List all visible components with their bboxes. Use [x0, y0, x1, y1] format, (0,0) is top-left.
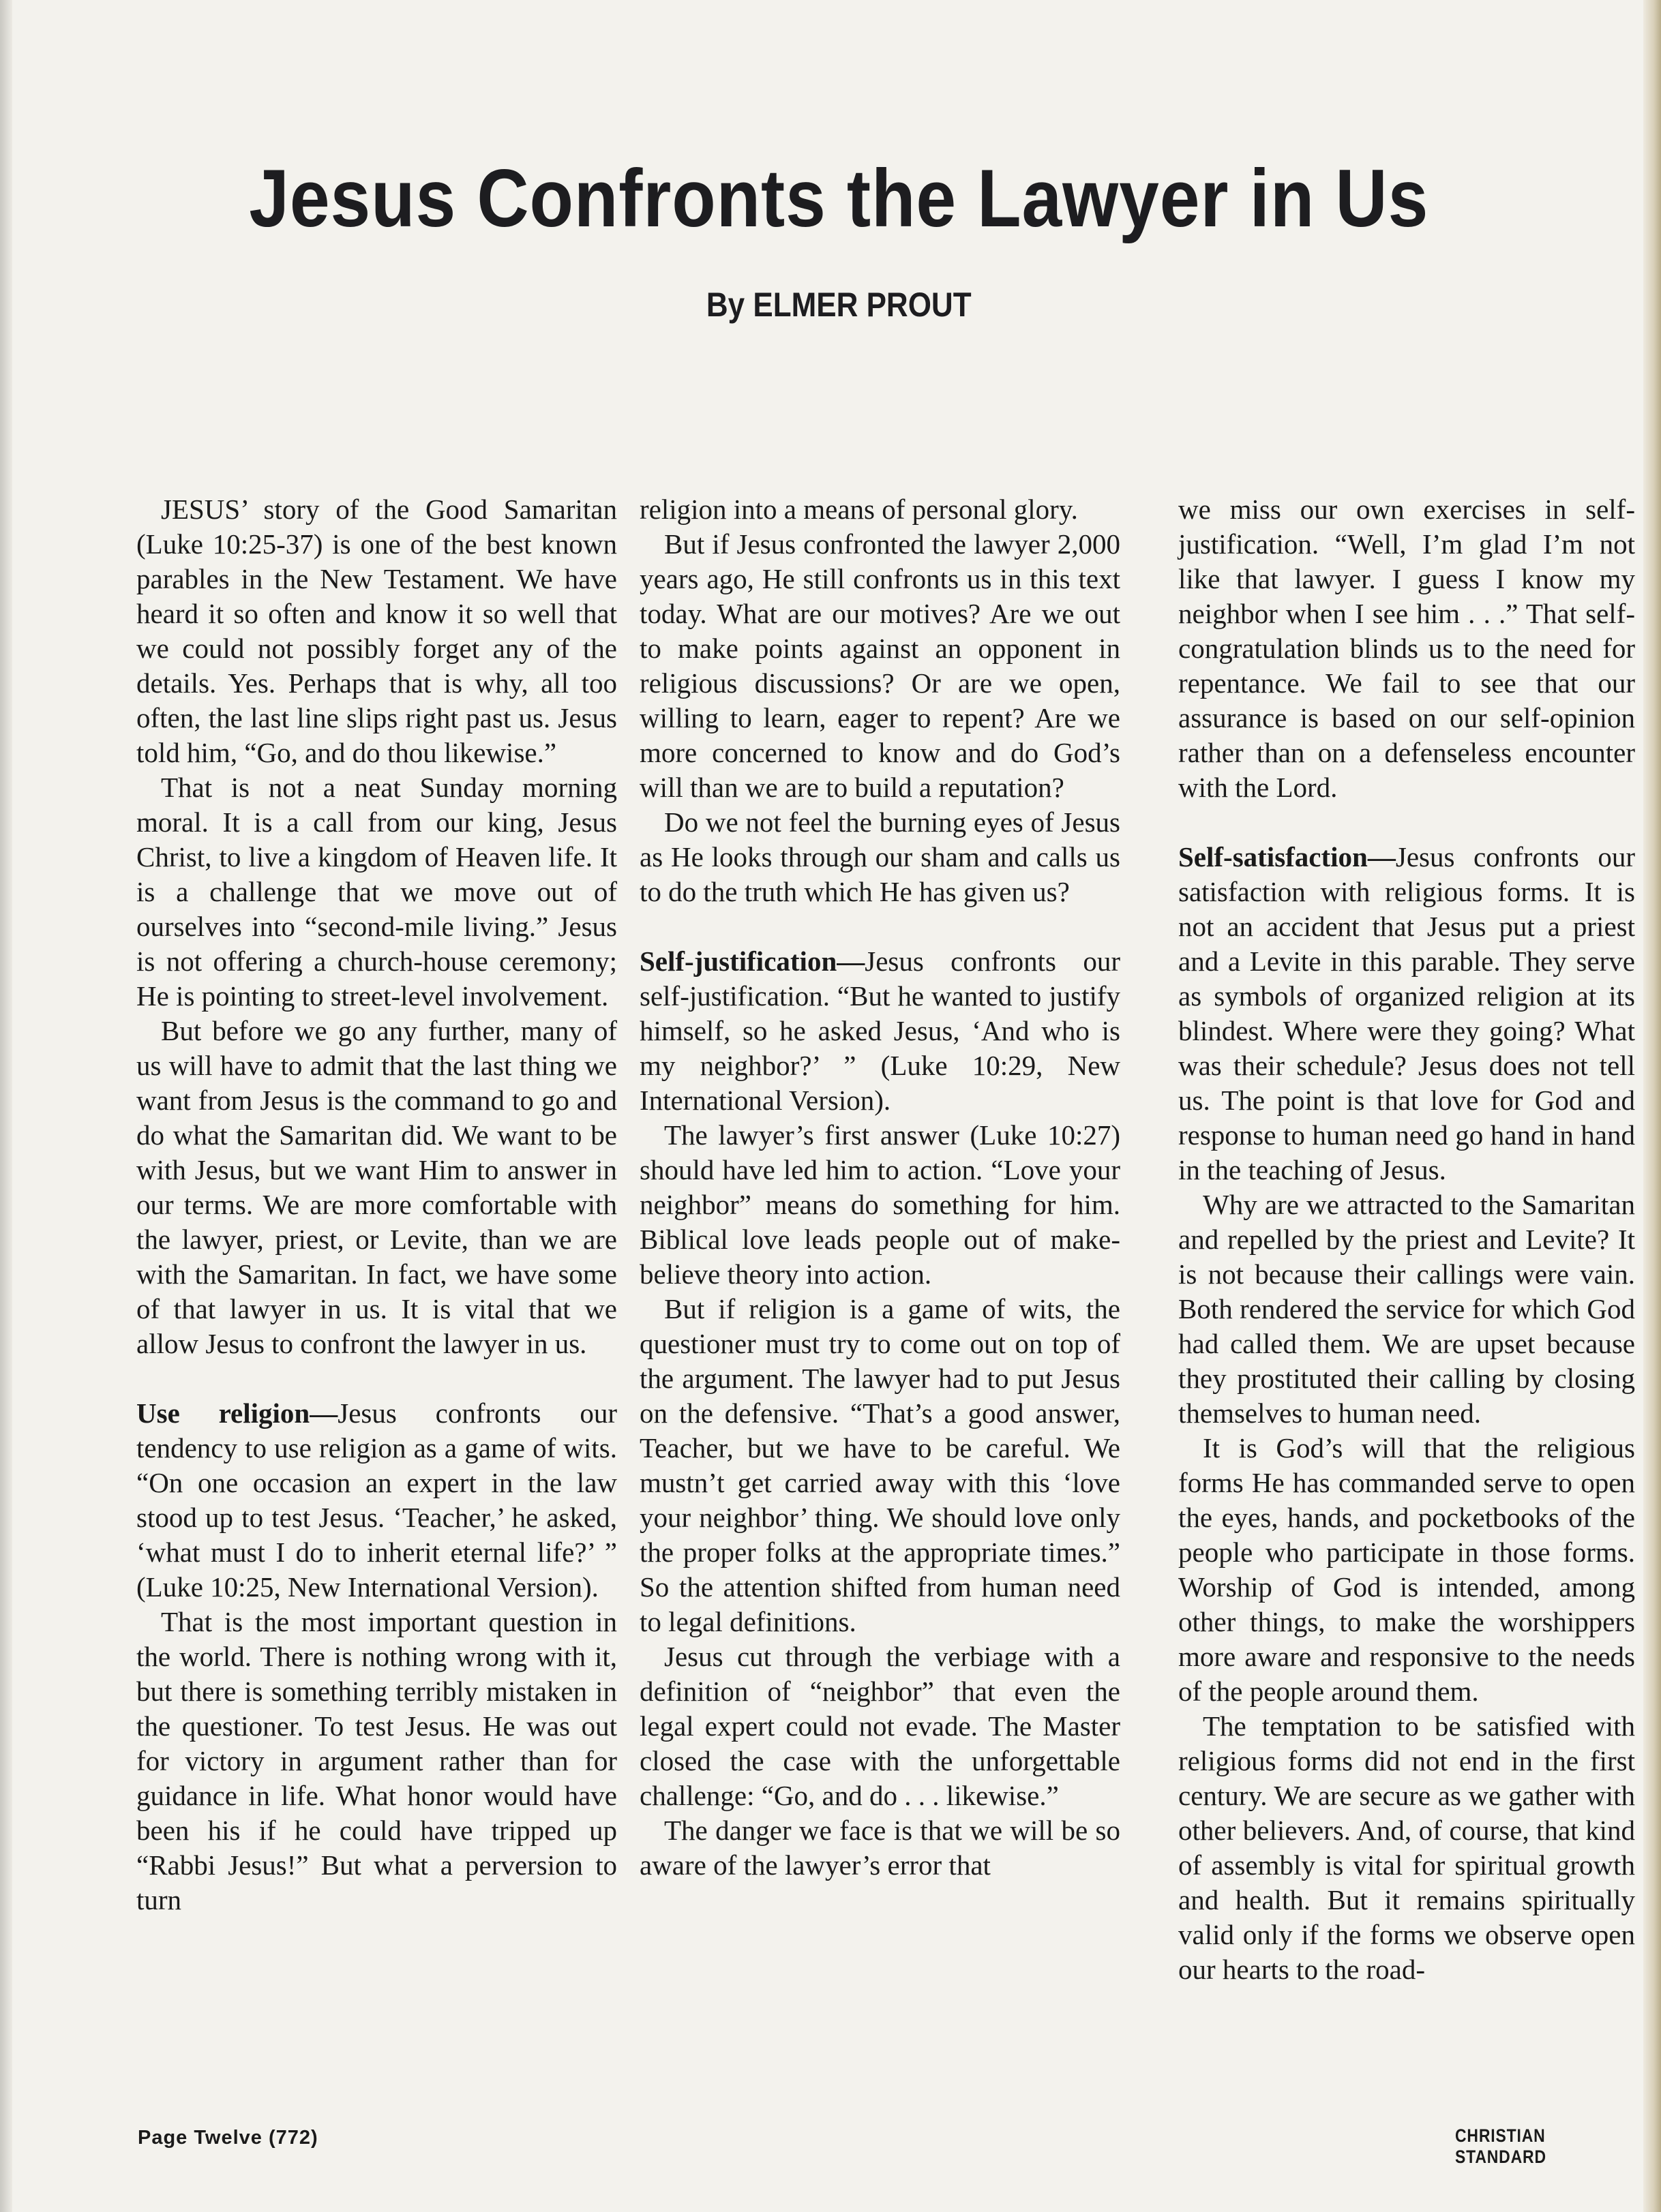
paragraph-text: But before we go any further, many of us will have to admit that the last thing we want from Jesus is the command to go and do what the Samaritan did. We want to be with Jesus, but we want Him to answer in our terms. We are more comfortable with the lawyer, priest, or Levite, than we are with the Samaritan. In fact, we have some of that lawyer in us. It is vital that we allow Jesus to confront the lawyer in us. [136, 1015, 617, 1359]
paragraph [136, 1605, 617, 1918]
paragraph [640, 1292, 1120, 1639]
paragraph-text: The danger we face is that we will be so aware of the lawyer’s error that [640, 1815, 1120, 1881]
paragraph-text: That is the most important question in the world. There is nothing wrong with it, but there is something terribly mistaken in the questioner. To test Jesus. He was out for victory in argument rather than for guidance in life. What honor would have been his if he could have tripped up “Rabbi Jesus!” But what a perversion to turn [136, 1606, 617, 1915]
publication-name: CHRISTIAN STANDARD [1455, 2125, 1546, 2167]
paragraph [136, 492, 617, 770]
paragraph [1178, 492, 1635, 805]
run-in-heading: Self-justification— [640, 945, 865, 977]
paragraph-text: Jesus cut through the verbiage with a definition of “neighbor” that even the legal expert could not evade. The Master closed the case with the unforgettable challenge: “Go, and do . . . likewise.” [640, 1641, 1120, 1811]
paragraph [1178, 1431, 1635, 1709]
paragraph [640, 805, 1120, 909]
paragraph [136, 770, 617, 1014]
paragraph [640, 1118, 1120, 1292]
article-byline: By ELMER PROUT [706, 286, 972, 324]
paragraph-text: Jesus confronts our satisfaction with religious forms. It is not an accident that Jesus put a priest and a Levite in this parable. They serve as symbols of organized religion at its blindest. Where were they going? What was their schedule? Jesus does not tell us. The point is that love for God and response to human need go hand in hand in the teaching of Jesus. [1178, 841, 1635, 1185]
paragraph-text: It is God’s will that the religious forms He has commanded serve to open the eyes, hands, and pocketbooks of the people who participate in those forms. Worship of God is intended, among other things, to make the worshippers more aware and responsive to the needs of the people around them. [1178, 1432, 1635, 1707]
paragraph [1178, 1709, 1635, 1987]
paragraph [640, 1639, 1120, 1813]
paragraph [1178, 840, 1635, 1187]
paragraph-text: But if religion is a game of wits, the questioner must try to come out on top of the argument. The lawyer had to put Jesus on the defensive. “That’s a good answer, Teacher, but we have to be careful. We mustn’t get carried away with this ‘love your neighbor’ thing. We should love only the proper folks at the appropriate times.” So the attention shifted from human need to legal definitions. [640, 1293, 1120, 1637]
paragraph-text: The temptation to be satisfied with religious forms did not end in the first century. We are secure as we gather with other believers. And, of course, that kind of assembly is vital for spiritual growth and health. But it remains spiritually valid only if the forms we observe open our hearts to the road- [1178, 1710, 1635, 1985]
paragraph-text: Jesus confronts our self-justification. “But he wanted to justify himself, so he asked Jesus, ‘And who is my neighbor?’ ” (Luke 10:29, New International Version). [640, 945, 1120, 1116]
paragraph-text: Jesus confronts our tendency to use religion as a game of wits. “On one occasion an expert in the law stood up to test Jesus. ‘Teacher,’ he asked, ‘what must I do to inherit eternal life?’ ” (Luke 10:25, New International Version). [136, 1397, 617, 1603]
paragraph-text: JESUS’ story of the Good Samaritan (Luke 10:25-37) is one of the best known parables in the New Testament. We have heard it so often and know it so well that we could not possibly forget any of the details. Yes. Perhaps that is why, all too often, the last line slips right past us. Jesus told him, “Go, and do thou likewise.” [136, 494, 617, 768]
paragraph [640, 527, 1120, 805]
run-in-heading: Use religion— [136, 1397, 338, 1429]
page-edge-right [1643, 0, 1661, 2212]
paragraph [136, 1014, 617, 1361]
article-title: Jesus Confronts the Lawyer in Us [249, 153, 1429, 244]
text-column-1 [136, 492, 617, 1918]
paragraph [640, 492, 1120, 527]
text-column-2 [640, 492, 1120, 1883]
paragraph [1178, 1187, 1635, 1431]
paragraph-text: Why are we attracted to the Samaritan and repelled by the priest and Levite? It is not because their callings were vain. Both rendered the service for which God had called them. We are upset because they prostituted their calling by closing themselves to human need. [1178, 1189, 1635, 1429]
paragraph [640, 1813, 1120, 1883]
page-edge-left [0, 0, 12, 2212]
paragraph-text: religion into a means of personal glory. [640, 494, 1078, 525]
paragraph [640, 944, 1120, 1118]
paragraph-text: The lawyer’s first answer (Luke 10:27) should have led him to action. “Love your neighbor” means do something for him. Biblical love leads people out of make-believe theory into action. [640, 1119, 1120, 1290]
paragraph-text: That is not a neat Sunday morning moral. It is a call from our king, Jesus Christ, to live a kingdom of Heaven life. It is a challenge that we move out of ourselves into “second-mile living.” Jesus is not offering a church-house ceremony; He is pointing to street-level involvement. [136, 772, 617, 1012]
paragraph-text: Do we not feel the burning eyes of Jesus as He looks through our sham and calls us to do the truth which He has given us? [640, 806, 1120, 907]
paragraph-text: we miss our own exercises in self-justification. “Well, I’m glad I’m not like that lawyer. I guess I know my neighbor when I see him . . .” That self-congratulation blinds us to the need for repentance. We fail to see that our assurance is based on our self-opinion rather than on a defenseless encounter with the Lord. [1178, 494, 1635, 803]
paragraph [136, 1396, 617, 1605]
page-number: Page Twelve (772) [138, 2127, 318, 2149]
paragraph-text: But if Jesus confronted the lawyer 2,000 years ago, He still confronts us in this text today. What are our motives? Are we out to make points against an opponent in religious discussions? Or are we open, willing to learn, eager to repent? Are we more concerned to know and do God’s will than we are to build a reputation? [640, 528, 1120, 803]
text-column-3 [1178, 492, 1635, 1987]
run-in-heading: Self-satisfaction— [1178, 841, 1396, 873]
